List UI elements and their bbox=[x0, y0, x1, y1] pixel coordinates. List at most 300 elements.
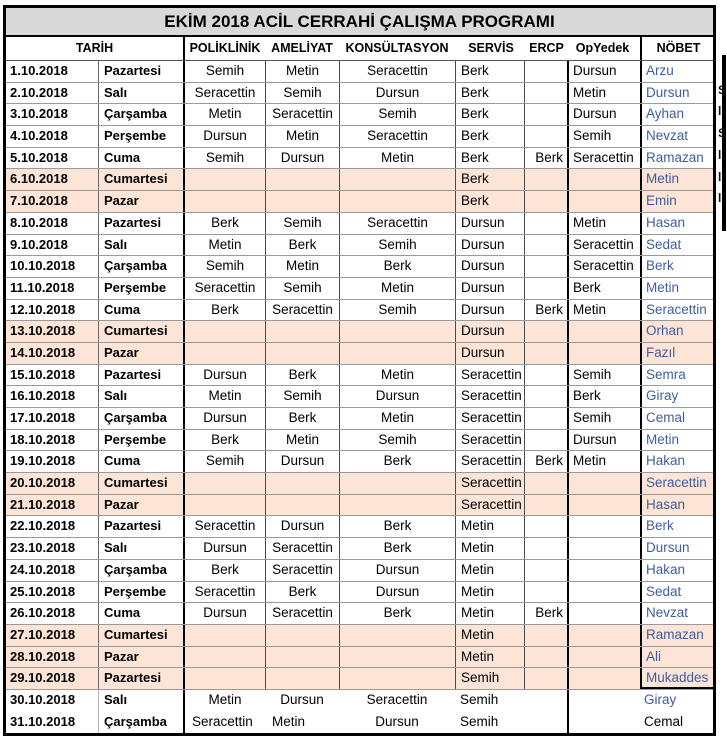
poliklinik-cell: Berk bbox=[183, 300, 265, 321]
nobet-cell: Metin bbox=[640, 278, 713, 299]
servis-cell: Dursun bbox=[455, 321, 524, 342]
column-header-poliklinik: POLİKLİNİK bbox=[183, 37, 265, 60]
konsultasyon-cell: Seracettin bbox=[339, 126, 455, 147]
poliklinik-cell: Dursun bbox=[183, 126, 265, 147]
day-cell: Pazar bbox=[98, 495, 183, 516]
ercp-cell bbox=[524, 647, 567, 668]
servis-cell: Berk bbox=[455, 169, 524, 190]
ercp-cell bbox=[524, 104, 567, 125]
opyedek-cell bbox=[567, 321, 640, 342]
konsultasyon-cell bbox=[339, 321, 455, 342]
nobet-cell: Emin bbox=[640, 191, 713, 212]
poliklinik-cell bbox=[183, 625, 265, 646]
ameliyat-cell: Berk bbox=[265, 365, 339, 386]
opyedek-cell: Semih bbox=[567, 126, 640, 147]
konsultasyon-cell: Semih bbox=[339, 104, 455, 125]
schedule-table bbox=[3, 5, 716, 736]
poliklinik-cell bbox=[183, 191, 265, 212]
konsultasyon-cell bbox=[339, 191, 455, 212]
ameliyat-cell: Metin bbox=[265, 61, 339, 82]
table-row bbox=[6, 61, 713, 83]
opyedek-cell: Metin bbox=[567, 451, 640, 472]
day-cell: Perşembe bbox=[98, 430, 183, 451]
poliklinik-cell: Seracettin bbox=[183, 712, 265, 734]
ercp-cell bbox=[524, 668, 567, 689]
ercp-cell bbox=[524, 256, 567, 277]
date-cell: 2.10.2018 bbox=[10, 84, 68, 100]
table-row bbox=[6, 668, 713, 690]
date-cell: 26.10.2018 bbox=[10, 605, 76, 621]
nobet-cell: Hakan bbox=[640, 560, 713, 581]
poliklinik-cell: Seracettin bbox=[183, 278, 265, 299]
date-cell: 23.10.2018 bbox=[10, 540, 76, 556]
ameliyat-cell: Berk bbox=[265, 235, 339, 256]
konsultasyon-cell: Berk bbox=[339, 516, 455, 537]
table-row bbox=[6, 83, 713, 105]
date-cell: 12.10.2018 bbox=[10, 301, 76, 317]
table-row bbox=[6, 104, 713, 126]
poliklinik-cell bbox=[183, 647, 265, 668]
date-cell: 24.10.2018 bbox=[10, 561, 76, 577]
ameliyat-cell bbox=[265, 321, 339, 342]
ercp-cell bbox=[524, 538, 567, 559]
ercp-cell: Berk bbox=[524, 603, 567, 624]
day-cell: Salı bbox=[98, 538, 183, 559]
ercp-cell bbox=[524, 430, 567, 451]
ameliyat-cell bbox=[265, 169, 339, 190]
poliklinik-cell: Metin bbox=[183, 104, 265, 125]
ercp-cell bbox=[524, 365, 567, 386]
day-cell: Salı bbox=[98, 690, 183, 712]
table-row bbox=[6, 321, 713, 343]
ercp-cell bbox=[524, 625, 567, 646]
day-cell: Pazartesi bbox=[98, 213, 183, 234]
table-row bbox=[6, 278, 713, 300]
column-header-ercp: ERCP bbox=[529, 41, 564, 55]
nobet-cell: Dursun bbox=[640, 538, 713, 559]
table-row bbox=[6, 169, 713, 191]
konsultasyon-cell: Metin bbox=[339, 278, 455, 299]
nobet-cell: Ramazan bbox=[640, 625, 713, 646]
date-cell: 8.10.2018 bbox=[10, 214, 68, 230]
cutoff-neighbour-table-sliver bbox=[716, 0, 727, 738]
date-cell: 10.10.2018 bbox=[10, 258, 76, 274]
nobet-cell: Cemal bbox=[644, 713, 684, 729]
day-cell: Çarşamba bbox=[98, 104, 183, 125]
nobet-cell: Metin bbox=[640, 430, 713, 451]
table-row bbox=[6, 343, 713, 365]
table-row bbox=[6, 126, 713, 148]
poliklinik-cell: Semih bbox=[183, 148, 265, 169]
day-cell: Çarşamba bbox=[98, 256, 183, 277]
poliklinik-cell bbox=[183, 473, 265, 494]
ercp-cell bbox=[524, 83, 567, 104]
table-row bbox=[6, 625, 713, 647]
servis-cell: Dursun bbox=[455, 343, 524, 364]
table-header bbox=[6, 37, 713, 61]
konsultasyon-cell: Seracettin bbox=[339, 61, 455, 82]
table-row bbox=[6, 365, 713, 387]
ameliyat-cell: Dursun bbox=[265, 148, 339, 169]
konsultasyon-cell: Dursun bbox=[375, 713, 419, 729]
day-cell: Çarşamba bbox=[98, 408, 183, 429]
ercp-cell bbox=[524, 321, 567, 342]
opyedek-cell: Metin bbox=[567, 213, 640, 234]
nobet-cell: Dursun bbox=[640, 83, 713, 104]
ameliyat-cell: Dursun bbox=[265, 451, 339, 472]
nobet-cell: Metin bbox=[640, 169, 713, 190]
nobet-cell: Seracettin bbox=[640, 300, 713, 321]
table-row bbox=[6, 473, 713, 495]
servis-cell: Dursun bbox=[455, 213, 524, 234]
servis-cell: Semih bbox=[455, 668, 524, 689]
konsultasyon-cell: Berk bbox=[339, 603, 455, 624]
nobet-cell: Hasan bbox=[640, 213, 713, 234]
servis-cell: Metin bbox=[455, 516, 524, 537]
konsultasyon-cell bbox=[339, 169, 455, 190]
table-row bbox=[6, 495, 713, 517]
nobet-cell: Semra bbox=[640, 365, 713, 386]
servis-cell: Metin bbox=[455, 560, 524, 581]
table-row bbox=[6, 386, 713, 408]
date-cell: 29.10.2018 bbox=[6, 668, 98, 689]
konsultasyon-cell: Semih bbox=[339, 300, 455, 321]
servis-cell: Metin bbox=[455, 603, 524, 624]
day-cell: Perşembe bbox=[98, 582, 183, 603]
table-row bbox=[6, 712, 713, 734]
nobet-cell: Hasan bbox=[640, 495, 713, 516]
poliklinik-cell: Seracettin bbox=[183, 582, 265, 603]
nobet-cell: Fazıl bbox=[640, 343, 713, 364]
table-row bbox=[6, 300, 713, 322]
konsultasyon-cell bbox=[339, 473, 455, 494]
ercp-cell bbox=[524, 278, 567, 299]
ameliyat-cell: Seracettin bbox=[265, 538, 339, 559]
konsultasyon-cell: Berk bbox=[339, 256, 455, 277]
opyedek-cell bbox=[567, 625, 640, 646]
day-cell: Cuma bbox=[98, 451, 183, 472]
ameliyat-cell: Semih bbox=[265, 213, 339, 234]
servis-cell: Metin bbox=[455, 582, 524, 603]
day-cell: Çarşamba bbox=[98, 712, 183, 734]
column-header-tarih: TARİH bbox=[75, 41, 114, 55]
konsultasyon-cell: Metin bbox=[339, 408, 455, 429]
opyedek-cell: Semih bbox=[567, 365, 640, 386]
poliklinik-cell bbox=[183, 169, 265, 190]
ameliyat-cell: Metin bbox=[265, 256, 339, 277]
opyedek-cell: Metin bbox=[567, 300, 640, 321]
ameliyat-cell bbox=[265, 625, 339, 646]
konsultasyon-cell: Dursun bbox=[339, 386, 455, 407]
servis-cell: Berk bbox=[455, 61, 524, 82]
servis-cell: Seracettin bbox=[455, 365, 524, 386]
column-header-nobet: NÖBET bbox=[640, 37, 713, 60]
opyedek-cell bbox=[567, 495, 640, 516]
konsultasyon-cell bbox=[339, 668, 455, 689]
ameliyat-cell bbox=[265, 495, 339, 516]
date-cell: 21.10.2018 bbox=[6, 495, 98, 516]
day-cell: Salı bbox=[98, 235, 183, 256]
nobet-cell: Ramazan bbox=[640, 148, 713, 169]
ameliyat-cell: Seracettin bbox=[265, 560, 339, 581]
date-cell: 11.10.2018 bbox=[10, 279, 75, 295]
table-row bbox=[6, 256, 713, 278]
konsultasyon-cell: Seracettin bbox=[366, 691, 428, 707]
poliklinik-cell: Seracettin bbox=[183, 83, 265, 104]
day-cell: Cuma bbox=[98, 300, 183, 321]
poliklinik-cell: Metin bbox=[183, 386, 265, 407]
servis-cell: Seracettin bbox=[455, 408, 524, 429]
konsultasyon-cell: Semih bbox=[339, 430, 455, 451]
poliklinik-cell: Berk bbox=[183, 213, 265, 234]
ameliyat-cell bbox=[265, 668, 339, 689]
ercp-cell bbox=[524, 191, 567, 212]
table-row bbox=[6, 647, 713, 669]
ercp-cell bbox=[524, 408, 567, 429]
date-cell: 27.10.2018 bbox=[6, 625, 98, 646]
date-cell: 5.10.2018 bbox=[10, 149, 68, 165]
servis-cell: Seracettin bbox=[455, 495, 524, 516]
table-row bbox=[6, 538, 713, 560]
ameliyat-cell: Metin bbox=[265, 126, 339, 147]
opyedek-cell bbox=[567, 582, 640, 603]
poliklinik-cell: Seracettin bbox=[183, 516, 265, 537]
konsultasyon-cell bbox=[339, 647, 455, 668]
ercp-cell bbox=[524, 560, 567, 581]
table-row bbox=[6, 430, 713, 452]
table-row bbox=[6, 451, 713, 473]
cutoff-text-fragment: S bbox=[718, 82, 727, 97]
ameliyat-cell: Seracettin bbox=[265, 603, 339, 624]
opyedek-cell: Metin bbox=[567, 83, 640, 104]
nobet-cell: Sedat bbox=[640, 235, 713, 256]
column-header-konsultasyon: KONSÜLTASYON bbox=[345, 41, 449, 55]
konsultasyon-cell: Metin bbox=[339, 365, 455, 386]
ameliyat-cell: Dursun bbox=[265, 516, 339, 537]
konsultasyon-cell bbox=[339, 625, 455, 646]
opyedek-cell: Seracettin bbox=[567, 235, 640, 256]
ameliyat-cell: Semih bbox=[265, 83, 339, 104]
ameliyat-cell bbox=[265, 343, 339, 364]
day-cell: Cuma bbox=[98, 148, 183, 169]
day-cell: Pazar bbox=[98, 191, 183, 212]
table-row bbox=[6, 516, 713, 538]
day-cell: Çarşamba bbox=[98, 560, 183, 581]
date-cell: 31.10.2018 bbox=[10, 713, 76, 729]
cutoff-text-fragment: l bbox=[718, 104, 722, 119]
day-cell: Pazartesi bbox=[98, 365, 183, 386]
opyedek-cell: Seracettin bbox=[567, 256, 640, 277]
table-row bbox=[6, 690, 713, 712]
nobet-cell: Cemal bbox=[640, 408, 713, 429]
opyedek-cell: Berk bbox=[567, 278, 640, 299]
opyedek-cell: Dursun bbox=[567, 61, 640, 82]
servis-cell: Dursun bbox=[455, 256, 524, 277]
opyedek-cell: Seracettin bbox=[567, 148, 640, 169]
poliklinik-cell: Metin bbox=[183, 690, 265, 712]
servis-cell: Seracettin bbox=[455, 386, 524, 407]
day-cell: Pazartesi bbox=[98, 668, 183, 689]
day-cell: Pazartesi bbox=[98, 61, 183, 82]
ercp-cell bbox=[524, 343, 567, 364]
table-row bbox=[6, 408, 713, 430]
nobet-cell: Hakan bbox=[640, 451, 713, 472]
date-cell: 15.10.2018 bbox=[10, 366, 76, 382]
cutoff-text-fragment: l bbox=[718, 147, 722, 162]
date-cell: 18.10.2018 bbox=[10, 431, 76, 447]
opyedek-cell: Berk bbox=[567, 386, 640, 407]
ameliyat-cell: Metin bbox=[265, 430, 339, 451]
opyedek-cell bbox=[567, 473, 640, 494]
ameliyat-cell bbox=[265, 473, 339, 494]
table-row bbox=[6, 213, 713, 235]
table-row bbox=[6, 191, 713, 213]
poliklinik-cell: Metin bbox=[183, 235, 265, 256]
opyedek-cell bbox=[567, 712, 640, 734]
table-row bbox=[6, 235, 713, 257]
servis-cell: Metin bbox=[455, 647, 524, 668]
poliklinik-cell: Dursun bbox=[183, 603, 265, 624]
servis-cell: Berk bbox=[455, 104, 524, 125]
servis-cell: Berk bbox=[455, 126, 524, 147]
konsultasyon-cell: Berk bbox=[339, 538, 455, 559]
servis-cell: Metin bbox=[455, 625, 524, 646]
nobet-cell: Nevzat bbox=[640, 603, 713, 624]
ameliyat-cell: Semih bbox=[265, 386, 339, 407]
date-cell: 22.10.2018 bbox=[10, 518, 76, 534]
date-cell: 19.10.2018 bbox=[10, 453, 76, 469]
ameliyat-cell: Berk bbox=[265, 582, 339, 603]
date-cell: 6.10.2018 bbox=[6, 169, 98, 190]
ercp-cell bbox=[524, 473, 567, 494]
date-cell: 17.10.2018 bbox=[10, 410, 76, 425]
ercp-cell: Berk bbox=[524, 300, 567, 321]
table-row bbox=[6, 603, 713, 625]
day-cell: Salı bbox=[98, 83, 183, 104]
servis-cell: Semih bbox=[460, 691, 499, 707]
servis-cell: Seracettin bbox=[455, 451, 524, 472]
opyedek-cell bbox=[567, 560, 640, 581]
ercp-cell bbox=[524, 690, 567, 712]
konsultasyon-cell: Metin bbox=[339, 148, 455, 169]
nobet-cell: Arzu bbox=[640, 61, 713, 82]
day-cell: Salı bbox=[98, 386, 183, 407]
opyedek-cell: Dursun bbox=[567, 104, 640, 125]
day-cell: Pazar bbox=[98, 647, 183, 668]
date-cell: 7.10.2018 bbox=[6, 191, 98, 212]
nobet-cell: Mukaddes bbox=[640, 668, 713, 689]
opyedek-cell bbox=[567, 690, 640, 712]
servis-cell: Seracettin bbox=[455, 473, 524, 494]
table-row bbox=[6, 560, 713, 582]
konsultasyon-cell: Seracettin bbox=[339, 213, 455, 234]
ercp-cell bbox=[524, 386, 567, 407]
poliklinik-cell: Semih bbox=[183, 451, 265, 472]
nobet-cell: Berk bbox=[640, 516, 713, 537]
date-cell: 14.10.2018 bbox=[6, 343, 98, 364]
konsultasyon-cell: Dursun bbox=[339, 560, 455, 581]
day-cell: Perşembe bbox=[98, 126, 183, 147]
konsultasyon-cell: Semih bbox=[339, 235, 455, 256]
day-cell: Perşembe bbox=[98, 278, 183, 299]
konsultasyon-cell bbox=[339, 495, 455, 516]
servis-cell: Berk bbox=[455, 83, 524, 104]
nobet-cell: Orhan bbox=[640, 321, 713, 342]
ameliyat-cell: Seracettin bbox=[265, 300, 339, 321]
cutoff-text-fragment: l bbox=[718, 169, 722, 184]
nobet-cell: Sedat bbox=[640, 582, 713, 603]
date-cell: 13.10.2018 bbox=[6, 321, 98, 342]
table-body bbox=[6, 61, 713, 733]
table-row bbox=[6, 148, 713, 170]
opyedek-cell bbox=[567, 603, 640, 624]
opyedek-cell bbox=[567, 169, 640, 190]
opyedek-cell bbox=[567, 516, 640, 537]
nobet-cell: Berk bbox=[640, 256, 713, 277]
servis-cell: Berk bbox=[455, 148, 524, 169]
servis-cell: Metin bbox=[455, 538, 524, 559]
opyedek-cell bbox=[567, 538, 640, 559]
date-cell: 30.10.2018 bbox=[10, 691, 76, 707]
servis-cell: Dursun bbox=[455, 235, 524, 256]
ercp-cell bbox=[524, 516, 567, 537]
day-cell: Cuma bbox=[98, 603, 183, 624]
ameliyat-cell: Berk bbox=[265, 408, 339, 429]
date-cell: 3.10.2018 bbox=[10, 106, 68, 122]
cutoff-text-fragment: S bbox=[718, 126, 727, 141]
ameliyat-cell: Seracettin bbox=[265, 104, 339, 125]
ercp-cell: Berk bbox=[524, 148, 567, 169]
poliklinik-cell bbox=[183, 495, 265, 516]
servis-cell: Seracettin bbox=[455, 430, 524, 451]
date-cell: 4.10.2018 bbox=[10, 128, 68, 144]
opyedek-cell: Dursun bbox=[567, 430, 640, 451]
ercp-cell bbox=[524, 582, 567, 603]
ameliyat-cell: Semih bbox=[265, 278, 339, 299]
konsultasyon-cell: Berk bbox=[339, 451, 455, 472]
poliklinik-cell: Dursun bbox=[183, 408, 265, 429]
day-cell: Pazar bbox=[98, 343, 183, 364]
date-cell: 25.10.2018 bbox=[10, 583, 76, 599]
servis-cell: Dursun bbox=[455, 300, 524, 321]
poliklinik-cell: Dursun bbox=[183, 538, 265, 559]
ameliyat-cell bbox=[265, 647, 339, 668]
poliklinik-cell: Semih bbox=[183, 61, 265, 82]
ercp-cell bbox=[524, 712, 567, 734]
date-cell: 20.10.2018 bbox=[6, 473, 98, 494]
opyedek-cell bbox=[567, 191, 640, 212]
cutoff-text-fragment: l bbox=[718, 191, 722, 206]
poliklinik-cell: Semih bbox=[183, 256, 265, 277]
ercp-cell bbox=[524, 126, 567, 147]
day-cell: Pazartesi bbox=[98, 516, 183, 537]
servis-cell: Dursun bbox=[455, 278, 524, 299]
day-cell: Cumartesi bbox=[98, 473, 183, 494]
ercp-cell bbox=[524, 235, 567, 256]
nobet-cell: Nevzat bbox=[640, 126, 713, 147]
poliklinik-cell: Dursun bbox=[183, 365, 265, 386]
konsultasyon-cell: Dursun bbox=[339, 582, 455, 603]
opyedek-cell: Semih bbox=[567, 408, 640, 429]
ercp-cell bbox=[524, 213, 567, 234]
ameliyat-cell: Metin bbox=[272, 713, 306, 729]
ercp-cell bbox=[524, 495, 567, 516]
poliklinik-cell bbox=[183, 321, 265, 342]
nobet-cell: Seracettin bbox=[640, 473, 713, 494]
day-cell: Cumartesi bbox=[98, 625, 183, 646]
date-cell: 1.10.2018 bbox=[10, 63, 68, 78]
konsultasyon-cell bbox=[339, 343, 455, 364]
